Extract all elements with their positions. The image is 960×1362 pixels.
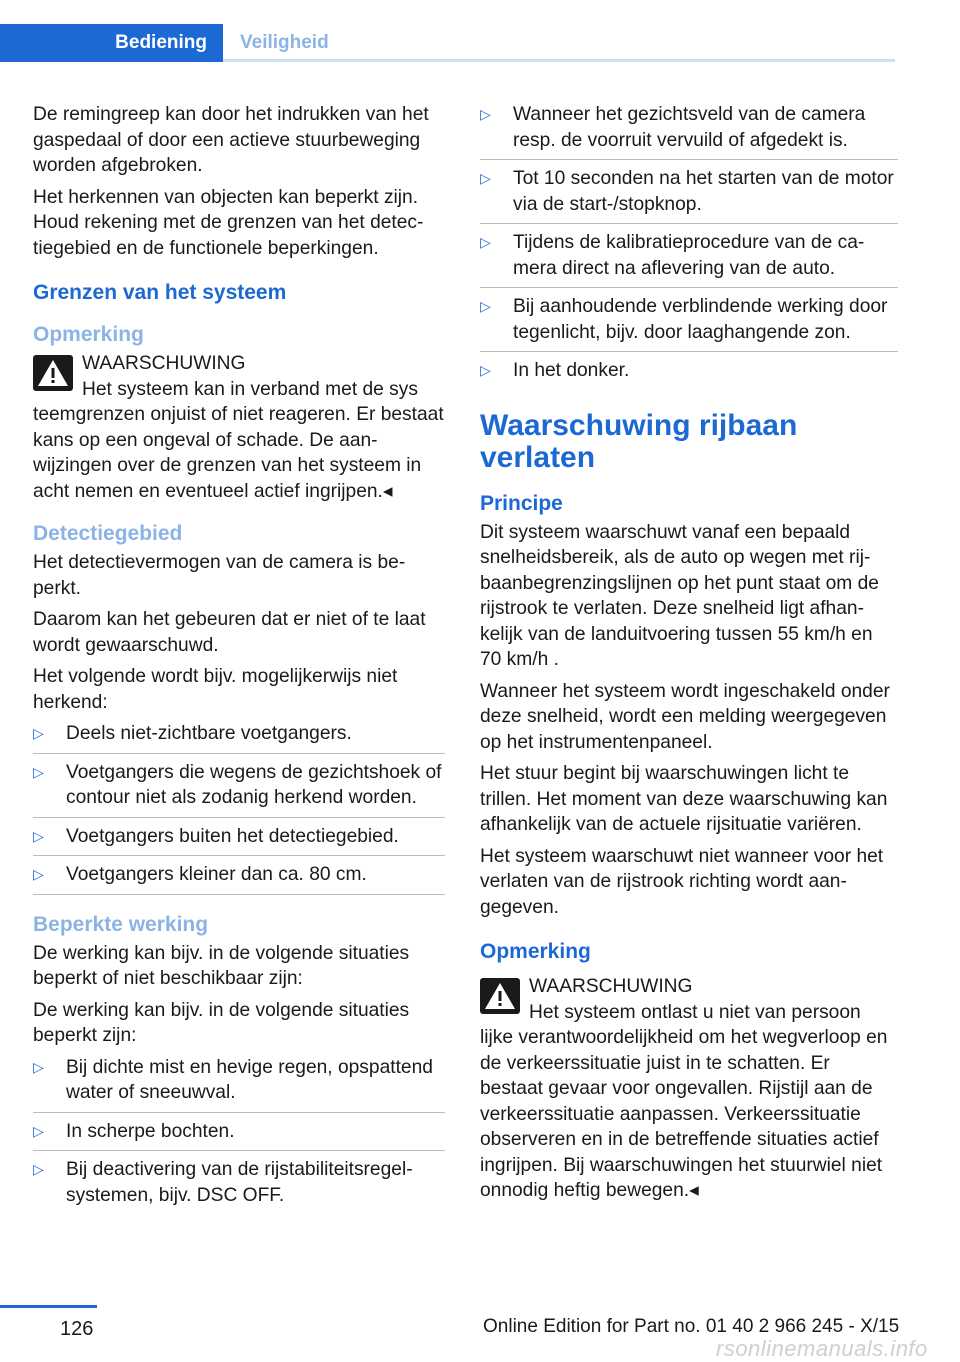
tab-bediening[interactable]: Bediening bbox=[0, 24, 223, 62]
bullet-triangle-icon: ▷ bbox=[33, 725, 44, 741]
warning-triangle-icon bbox=[480, 978, 520, 1014]
list-item: ▷ Tot 10 seconden na het starten van de motor via de start-/stopknop. bbox=[480, 160, 898, 224]
list-item: ▷ Bij deactivering van de rijstabiliteitsregelsystemen, bijv. DSC OFF. bbox=[33, 1159, 413, 1206]
bullet-triangle-icon: ▷ bbox=[33, 1122, 44, 1139]
bullet-triangle-icon: ▷ bbox=[480, 362, 491, 378]
list-item: ▷ In het donker. bbox=[480, 352, 898, 390]
list-item: ▷ In scherpe bochten. bbox=[33, 1113, 445, 1152]
beperkt-list bbox=[33, 1049, 445, 1215]
list-item: ▷ Tijdens de kalibratieprocedure van de camera direct na aflevering van de auto. bbox=[480, 224, 898, 288]
detect-list bbox=[33, 715, 445, 895]
warning-text-first: Het systeem ontlast u niet van persoon bbox=[529, 1001, 861, 1023]
bullet-triangle-icon: ▷ bbox=[33, 763, 44, 780]
heading-opmerking-right: Opmerking bbox=[480, 940, 591, 963]
bullet-triangle-icon: ▷ bbox=[33, 1058, 44, 1075]
edition-text: Online Edition for Part no. 01 40 2 966 245 - X/15 bbox=[483, 1316, 900, 1337]
list-item: ▷ Voetgangers die wegens de gezichtshoek of contour niet als zodanig herkend worden. bbox=[33, 754, 445, 818]
heading-opmerking: Opmerking bbox=[33, 323, 144, 346]
watermark: rsonlinemanuals.info bbox=[716, 1336, 928, 1361]
warning-label: WAARSCHUWING bbox=[529, 976, 693, 997]
paragraph: Het detectievermogen van de camera is beperkt. bbox=[33, 552, 406, 599]
bullet-triangle-icon: ▷ bbox=[480, 234, 491, 250]
warning-triangle-icon bbox=[33, 355, 73, 391]
left-column bbox=[33, 102, 445, 1214]
bullet-triangle-icon: ▷ bbox=[480, 106, 491, 122]
heading-grenzen: Grenzen van het systeem bbox=[33, 281, 287, 304]
paragraph: De werking kan bijv. in de volgende situaties beperkt zijn: bbox=[33, 999, 410, 1046]
paragraph: Het systeem waarschuwt niet wanneer voor het verlaten van de rijstrook richting wordt aangegeven. bbox=[480, 845, 884, 918]
bullet-triangle-icon: ▷ bbox=[480, 298, 491, 314]
warning-block bbox=[33, 351, 445, 504]
paragraph: De remingreep kan door het indrukken van het gaspedaal of door een actieve stuurbeweging worden afgebroken. bbox=[33, 104, 429, 176]
page-number: 126 bbox=[60, 1318, 94, 1340]
paragraph: Het herkennen van objecten kan beperkt zijn. Houd rekening met de grenzen van het detectiegebied en de functionele beperkingen. bbox=[33, 186, 424, 259]
right-column bbox=[480, 102, 898, 1210]
paragraph: Wanneer het systeem wordt ingeschakeld onder deze snelheid, wordt een melding weergegeven op het instrumentenpaneel. bbox=[480, 680, 890, 753]
condition-list bbox=[480, 102, 898, 390]
list-item: ▷ Bij dichte mist en hevige regen, opspattend water of sneeuwval. bbox=[33, 1049, 445, 1113]
paragraph: Het volgende wordt bijv. mogelijkerwijs niet herkend: bbox=[33, 666, 398, 713]
heading-beperkte-werking: Beperkte werking bbox=[33, 912, 209, 936]
warning-label: WAARSCHUWING bbox=[82, 353, 246, 374]
warning-text: lijke verantwoordelijkheid om het wegverloop en de verkeerssituatie juist in te schatten. Er bestaat gevaar voor ongevallen. Rijstijl aan de verkeerssituatie aanpassen. Verkeerssituatie observeren en in de betreffende situaties actief ingrijpen. Bij waarschuwingen het stuurwiel niet onnodig heftig bewegen.◂ bbox=[480, 1027, 888, 1201]
list-item: ▷ Wanneer het gezichtsveld van de camera resp. de voorruit vervuild of afgedekt is. bbox=[480, 102, 898, 160]
list-item: ▷ Voetgangers buiten het detectiegebied. bbox=[33, 818, 445, 857]
warning-text: teemgrenzen onjuist of niet reageren. Er bestaat kans op een ongeval of schade. De aanwijzingen over de grenzen van het systeem in acht nemen en eventueel actief ingrijpen.◂ bbox=[33, 404, 444, 502]
heading-detectiegebied: Detectiegebied bbox=[33, 522, 183, 545]
footer-rule bbox=[0, 1305, 97, 1308]
tab-veiligheid[interactable]: Veiligheid bbox=[240, 32, 329, 53]
list-item: ▷ Deels niet-zichtbare voetgangers. bbox=[33, 715, 445, 754]
list-item: ▷ Bij aanhoudende verblindende werking door tegenlicht, bijv. door laaghangende zon. bbox=[480, 288, 898, 352]
paragraph: Daarom kan het gebeuren dat er niet of te laat wordt gewaarschuwd. bbox=[33, 609, 426, 656]
heading-waarschuwing-rijbaan: Waarschuwing rijbaan verlaten bbox=[480, 408, 798, 474]
heading-principe: Principe bbox=[480, 491, 563, 515]
warning-block bbox=[480, 974, 898, 1204]
paragraph: De werking kan bijv. in de volgende situaties beperkt of niet beschikbaar zijn: bbox=[33, 942, 410, 989]
bullet-triangle-icon: ▷ bbox=[33, 827, 44, 844]
bullet-triangle-icon: ▷ bbox=[33, 866, 44, 882]
paragraph: Dit systeem waarschuwt vanaf een bepaald snelheidsbereik, als de auto op wegen met rijbaanbegrenzingslijnen op het punt staat om de rijstrook te verlaten. Deze snelheid ligt afhankelijk van de landuitvoering tussen 55 km/h en 70 km/h . bbox=[480, 521, 879, 670]
paragraph: Het stuur begint bij waarschuwingen licht te trillen. Het moment van deze waarschuwing kan afhankelijk van de actuele rijsituatie variëren. bbox=[480, 763, 888, 835]
bullet-triangle-icon: ▷ bbox=[480, 170, 491, 186]
tab-divider bbox=[223, 59, 895, 62]
section-tabs bbox=[0, 24, 895, 62]
warning-text-first: Het systeem kan in verband met de sys bbox=[82, 378, 418, 400]
list-item: ▷ Voetgangers kleiner dan ca. 80 cm. bbox=[33, 856, 445, 895]
bullet-triangle-icon: ▷ bbox=[33, 1161, 44, 1177]
